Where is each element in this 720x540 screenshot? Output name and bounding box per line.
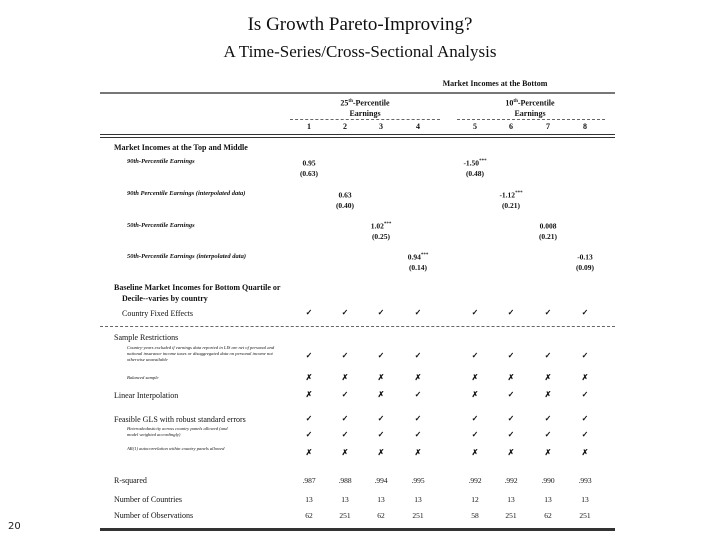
fixed-effects-label: Country Fixed Effects — [122, 309, 193, 318]
column-number: 3 — [379, 122, 383, 131]
section-top-middle: Market Incomes at the Top and Middle — [114, 143, 248, 152]
cross-icon: ✗ — [581, 448, 589, 457]
stat-value: .988 — [338, 476, 352, 485]
coef-cell: -1.12*** (0.21) — [499, 190, 523, 210]
check-icon: ✓ — [341, 390, 349, 399]
cross-icon: ✗ — [377, 390, 385, 399]
coef-cell: -0.13 (0.09) — [575, 252, 595, 272]
stat-value: .987 — [302, 476, 316, 485]
cross-icon: ✗ — [544, 448, 552, 457]
check-icon: ✓ — [377, 351, 385, 360]
row-label: 50th-Percentile Earnings — [127, 222, 195, 229]
check-icon: ✓ — [581, 351, 589, 360]
stat-value: .992 — [468, 476, 482, 485]
cross-icon: ✗ — [507, 373, 515, 382]
cross-icon: ✗ — [305, 373, 313, 382]
sample-restrictions-label: Sample Restrictions — [114, 333, 179, 342]
check-icon: ✓ — [471, 308, 479, 317]
column-number: 6 — [509, 122, 513, 131]
page-number: 20 — [8, 521, 21, 532]
header-rule-2 — [100, 137, 615, 138]
observations-label: Number of Observations — [114, 511, 194, 520]
linear-interpolation-label: Linear Interpolation — [114, 391, 179, 400]
check-icon: ✓ — [341, 414, 349, 423]
check-icon: ✓ — [414, 390, 422, 399]
check-icon: ✓ — [305, 308, 313, 317]
check-icon: ✓ — [544, 430, 552, 439]
stat-value: .995 — [411, 476, 425, 485]
check-icon: ✓ — [305, 430, 313, 439]
row-label: AR(1) autocorrelation within country panels allowed — [127, 446, 225, 451]
column-number: 4 — [416, 122, 420, 131]
coef-cell: 1.02*** (0.25) — [370, 221, 392, 241]
cross-icon: ✗ — [544, 390, 552, 399]
stat-value: 62 — [377, 511, 385, 520]
row-label: 90th Percentile Earnings (interpolated data) — [127, 190, 246, 197]
stat-value: 58 — [471, 511, 479, 520]
stat-value: 62 — [305, 511, 313, 520]
column-number: 2 — [343, 122, 347, 131]
cross-icon: ✗ — [471, 448, 479, 457]
check-icon: ✓ — [414, 351, 422, 360]
check-icon: ✓ — [507, 430, 515, 439]
bottom-rule — [100, 528, 615, 531]
check-icon: ✓ — [507, 308, 515, 317]
cross-icon: ✗ — [341, 373, 349, 382]
check-icon: ✓ — [581, 414, 589, 423]
stat-value: 251 — [505, 511, 517, 520]
group-divider-25th — [290, 119, 440, 120]
check-icon: ✓ — [507, 414, 515, 423]
cross-icon: ✗ — [544, 373, 552, 382]
cross-icon: ✗ — [341, 448, 349, 457]
top-rule — [100, 92, 615, 94]
column-number: 5 — [473, 122, 477, 131]
check-icon: ✓ — [305, 414, 313, 423]
row-label: Heteroskedasticity across country panels allowed (and model weighted accordingly) — [127, 426, 228, 437]
stat-value: .992 — [504, 476, 518, 485]
check-icon: ✓ — [341, 351, 349, 360]
check-icon: ✓ — [471, 430, 479, 439]
check-icon: ✓ — [581, 390, 589, 399]
cross-icon: ✗ — [507, 448, 515, 457]
check-icon: ✓ — [544, 351, 552, 360]
countries-label: Number of Countries — [114, 495, 182, 504]
coef-cell: 0.94*** (0.14) — [407, 252, 429, 272]
super-header: Market Incomes at the Bottom — [442, 79, 548, 88]
check-icon: ✓ — [581, 308, 589, 317]
row-label: Country-years excluded if earnings data reported in LIS are net of personal and national insurance income taxes or disaggregated data on personal income not otherwise unavailable — [127, 345, 275, 362]
group-divider-10th — [457, 119, 605, 120]
coef-cell: -1.50*** (0.48) — [463, 158, 487, 178]
stat-value: 13 — [581, 495, 589, 504]
column-number: 7 — [546, 122, 550, 131]
check-icon: ✓ — [377, 414, 385, 423]
cross-icon: ✗ — [377, 373, 385, 382]
coef-cell: 0.95 (0.63) — [299, 158, 319, 178]
check-icon: ✓ — [581, 430, 589, 439]
stat-value: 13 — [341, 495, 349, 504]
row-label: 90th-Percentile Earnings — [127, 158, 195, 165]
r-squared-label: R-squared — [114, 476, 147, 485]
stat-value: 251 — [339, 511, 351, 520]
check-icon: ✓ — [377, 308, 385, 317]
row-label: Balanced sample — [127, 375, 159, 380]
check-icon: ✓ — [377, 430, 385, 439]
row-label: 50th-Percentile Earnings (interpolated data) — [127, 253, 246, 260]
stat-value: 13 — [507, 495, 515, 504]
check-icon: ✓ — [341, 308, 349, 317]
check-icon: ✓ — [471, 414, 479, 423]
cross-icon: ✗ — [305, 448, 313, 457]
cross-icon: ✗ — [471, 373, 479, 382]
group-header-10th: 10th-Percentile Earnings — [505, 98, 555, 118]
check-icon: ✓ — [471, 351, 479, 360]
stat-value: 251 — [579, 511, 591, 520]
cross-icon: ✗ — [414, 448, 422, 457]
check-icon: ✓ — [305, 351, 313, 360]
cross-icon: ✗ — [581, 373, 589, 382]
column-number: 8 — [583, 122, 587, 131]
check-icon: ✓ — [507, 351, 515, 360]
fgls-label: Feasible GLS with robust standard errors — [114, 415, 246, 424]
header-rule-1 — [100, 134, 615, 135]
stat-value: 12 — [471, 495, 479, 504]
check-icon: ✓ — [414, 414, 422, 423]
coef-cell: 0.008 (0.21) — [538, 221, 558, 241]
column-number: 1 — [307, 122, 311, 131]
check-icon: ✓ — [341, 430, 349, 439]
cross-icon: ✗ — [377, 448, 385, 457]
stat-value: 13 — [414, 495, 422, 504]
cross-icon: ✗ — [471, 390, 479, 399]
regression-table — [100, 75, 620, 535]
check-icon: ✓ — [544, 414, 552, 423]
stat-value: 13 — [544, 495, 552, 504]
cross-icon: ✗ — [414, 373, 422, 382]
stat-value: .990 — [541, 476, 555, 485]
stat-value: 251 — [412, 511, 424, 520]
baseline-label: Baseline Market Incomes for Bottom Quartile or — [114, 283, 281, 292]
stat-value: .994 — [374, 476, 388, 485]
stat-value: 13 — [377, 495, 385, 504]
check-icon: ✓ — [414, 308, 422, 317]
slide-subtitle: A Time-Series/Cross-Sectional Analysis — [223, 42, 497, 61]
cross-icon: ✗ — [305, 390, 313, 399]
stat-value: .993 — [578, 476, 592, 485]
stat-value: 13 — [305, 495, 313, 504]
coef-cell: 0.63 (0.40) — [335, 190, 355, 210]
baseline-label-2: Decile--varies by country — [122, 294, 208, 303]
section-divider — [100, 326, 615, 327]
check-icon: ✓ — [507, 390, 515, 399]
stat-value: 62 — [544, 511, 552, 520]
slide-title: Is Growth Pareto-Improving? — [247, 14, 473, 35]
check-icon: ✓ — [414, 430, 422, 439]
check-icon: ✓ — [544, 308, 552, 317]
group-header-25th: 25th-Percentile Earnings — [340, 98, 390, 118]
